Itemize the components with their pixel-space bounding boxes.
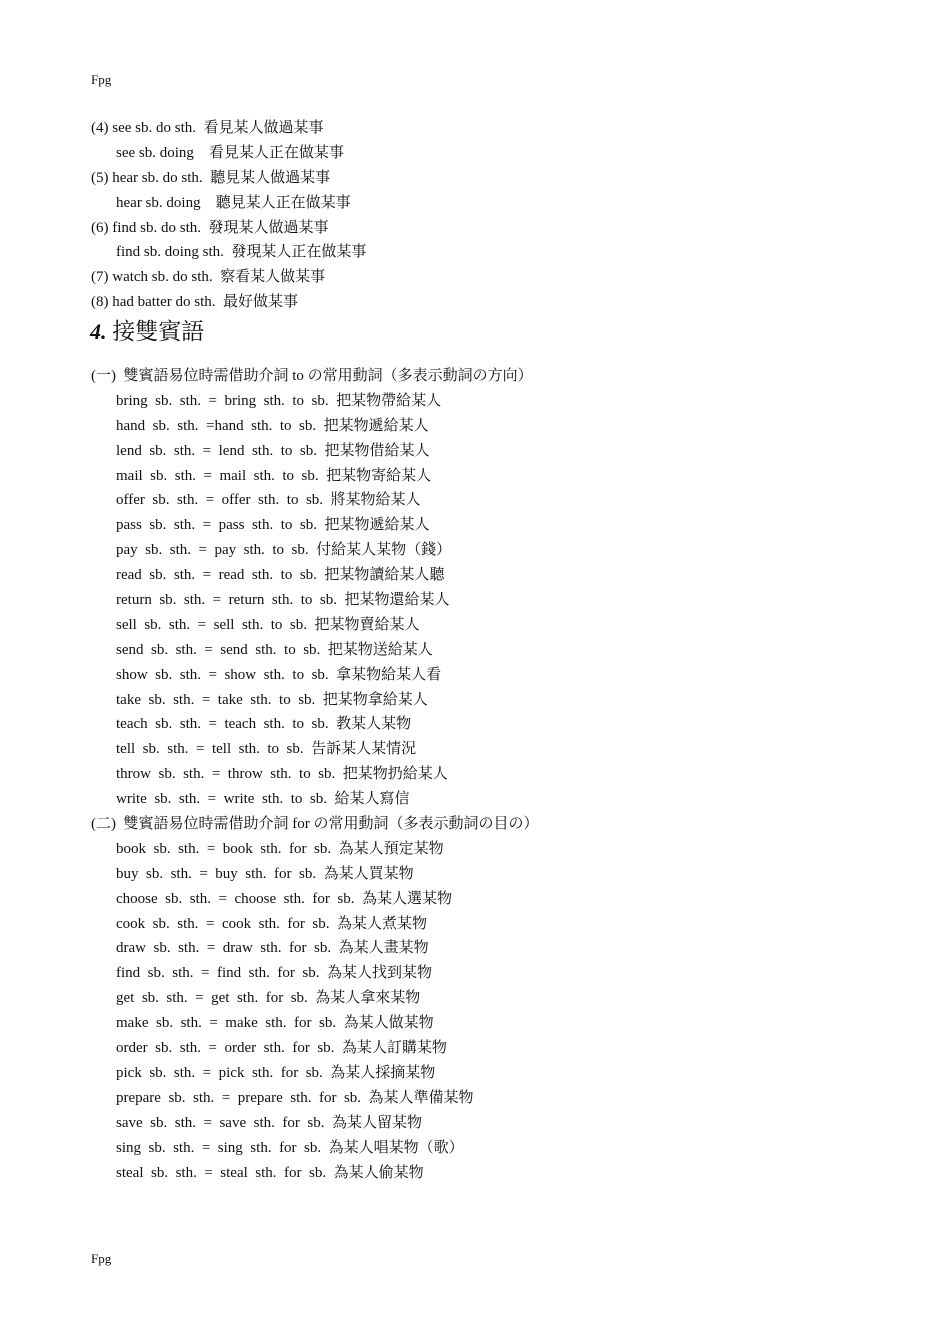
group-heading-for: (二) 雙賓語易位時需借助介詞 for の常用動詞（多表示動詞の目の） <box>91 816 539 833</box>
list-item: pay sb. sth. = pay sth. to sb. 付給某人某物（錢） <box>116 542 452 559</box>
list-item: cook sb. sth. = cook sth. for sb. 為某人煮某物 <box>116 915 427 932</box>
list-item: (4) see sb. do sth. 看見某人做過某事 <box>91 120 324 136</box>
list-item: choose sb. sth. = choose sth. for sb. 為某人選某物 <box>116 890 452 907</box>
list-item: mail sb. sth. = mail sth. to sb. 把某物寄給某人 <box>116 467 432 484</box>
list-item: read sb. sth. = read sth. to sb. 把某物讀給某人聽 <box>116 567 445 584</box>
list-item: save sb. sth. = save sth. for sb. 為某人留某物 <box>116 1114 422 1131</box>
group-heading-to: (一) 雙賓語易位時需借助介詞 to の常用動詞（多表示動詞の方向） <box>91 368 533 384</box>
list-item: buy sb. sth. = buy sth. for sb. 為某人買某物 <box>116 865 414 882</box>
list-item: prepare sb. sth. = prepare sth. for sb. 為某人準備某物 <box>116 1089 474 1106</box>
list-item: write sb. sth. = write sth. to sb. 給某人寫信 <box>116 791 410 808</box>
double-object-verbs <box>91 364 538 1185</box>
list-item: draw sb. sth. = draw sth. for sb. 為某人畫某物 <box>116 940 429 957</box>
list-item: find sb. doing sth. 發現某人正在做某事 <box>116 244 367 261</box>
perception-verbs-list <box>91 116 366 315</box>
list-item: take sb. sth. = take sth. to sb. 把某物拿給某人 <box>116 691 428 708</box>
list-item: lend sb. sth. = lend sth. to sb. 把某物借給某人 <box>116 442 430 459</box>
page-footer: Fpg <box>91 1251 112 1266</box>
list-item: make sb. sth. = make sth. for sb. 為某人做某物 <box>116 1015 434 1032</box>
list-item: offer sb. sth. = offer sth. to sb. 將某物給某人 <box>116 492 421 509</box>
list-item: (8) had batter do sth. 最好做某事 <box>91 294 299 311</box>
section-title: 接雙賓語 <box>106 319 205 344</box>
list-item: pick sb. sth. = pick sth. for sb. 為某人採摘某物 <box>116 1064 436 1081</box>
list-item: show sb. sth. = show sth. to sb. 拿某物給某人看 <box>116 666 442 683</box>
list-item: (5) hear sb. do sth. 聽見某人做過某事 <box>91 169 331 186</box>
list-item: send sb. sth. = send sth. to sb. 把某物送給某人 <box>116 641 433 658</box>
list-item: (6) find sb. do sth. 發現某人做過某事 <box>91 219 329 236</box>
section-number: 4. <box>90 319 107 344</box>
list-item: pass sb. sth. = pass sth. to sb. 把某物遞給某人 <box>116 517 430 534</box>
list-item: get sb. sth. = get sth. for sb. 為某人拿來某物 <box>116 990 421 1007</box>
page-header: Fpg <box>91 72 112 87</box>
list-item: find sb. sth. = find sth. for sb. 為某人找到某物 <box>116 965 432 982</box>
list-item: sing sb. sth. = sing sth. for sb. 為某人唱某物（歌） <box>116 1139 464 1156</box>
list-item: (7) watch sb. do sth. 察看某人做某事 <box>91 269 326 286</box>
list-item: steal sb. sth. = steal sth. for sb. 為某人偷某物 <box>116 1164 424 1181</box>
list-item: bring sb. sth. = bring sth. to sb. 把某物帶給某人 <box>116 392 442 409</box>
list-item: book sb. sth. = book sth. for sb. 為某人預定某物 <box>116 840 444 857</box>
list-item: throw sb. sth. = throw sth. to sb. 把某物扔給某人 <box>116 766 448 783</box>
list-item: sell sb. sth. = sell sth. to sb. 把某物賣給某人 <box>116 616 420 633</box>
list-item: hear sb. doing 聽見某人正在做某事 <box>116 194 351 211</box>
list-item: hand sb. sth. =hand sth. to sb. 把某物遞給某人 <box>116 417 429 434</box>
section-heading <box>90 316 204 348</box>
list-item: teach sb. sth. = teach sth. to sb. 教某人某物 <box>116 716 412 733</box>
list-item: see sb. doing 看見某人正在做某事 <box>116 144 344 161</box>
list-item: order sb. sth. = order sth. for sb. 為某人訂購某物 <box>116 1040 447 1057</box>
list-item: return sb. sth. = return sth. to sb. 把某物還給某人 <box>116 592 450 609</box>
list-item: tell sb. sth. = tell sth. to sb. 告訴某人某情況 <box>116 741 417 758</box>
